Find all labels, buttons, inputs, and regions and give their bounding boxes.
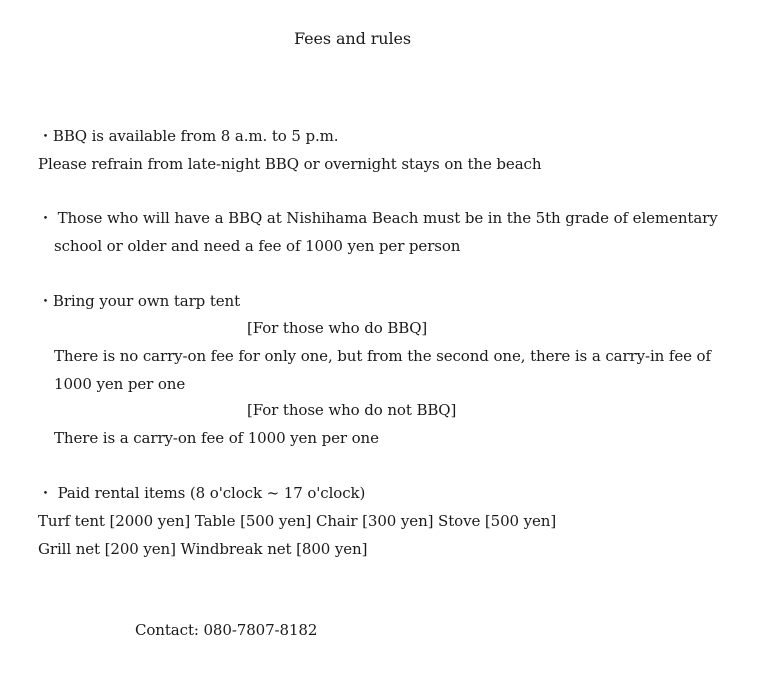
tarp-bbq-fee-line-continued: 1000 yen per one (54, 375, 186, 393)
tarp-non-bbq-label: [For those who do not BBQ] (247, 401, 457, 419)
tarp-heading: ・Bring your own tarp tent (38, 292, 241, 310)
rental-items-line: Turf tent [2000 yen] Table [500 yen] Chair [300 yen] Stove [500 yen] (38, 512, 557, 530)
contact-phone: Contact: 080-7807-8182 (135, 621, 318, 639)
bbq-hours-note: Please refrain from late-night BBQ or overnight stays on the beach (38, 155, 542, 173)
bbq-fee-line-continued: school or older and need a fee of 1000 yen per person (54, 237, 461, 255)
bbq-hours-line: ・BBQ is available from 8 a.m. to 5 p.m. (38, 127, 339, 145)
rental-heading: ・ Paid rental items (8 o'clock ~ 17 o'clock) (38, 484, 366, 502)
tarp-bbq-label: [For those who do BBQ] (247, 319, 428, 337)
page-title: Fees and rules (294, 29, 411, 48)
rental-items-line-continued: Grill net [200 yen] Windbreak net [800 yen] (38, 540, 368, 558)
tarp-non-bbq-fee-line: There is a carry-on fee of 1000 yen per one (54, 429, 379, 447)
bbq-fee-line: ・ Those who will have a BBQ at Nishihama Beach must be in the 5th grade of elementary (38, 209, 718, 227)
tarp-bbq-fee-line: There is no carry-on fee for only one, but from the second one, there is a carry-in fee of (54, 347, 711, 365)
